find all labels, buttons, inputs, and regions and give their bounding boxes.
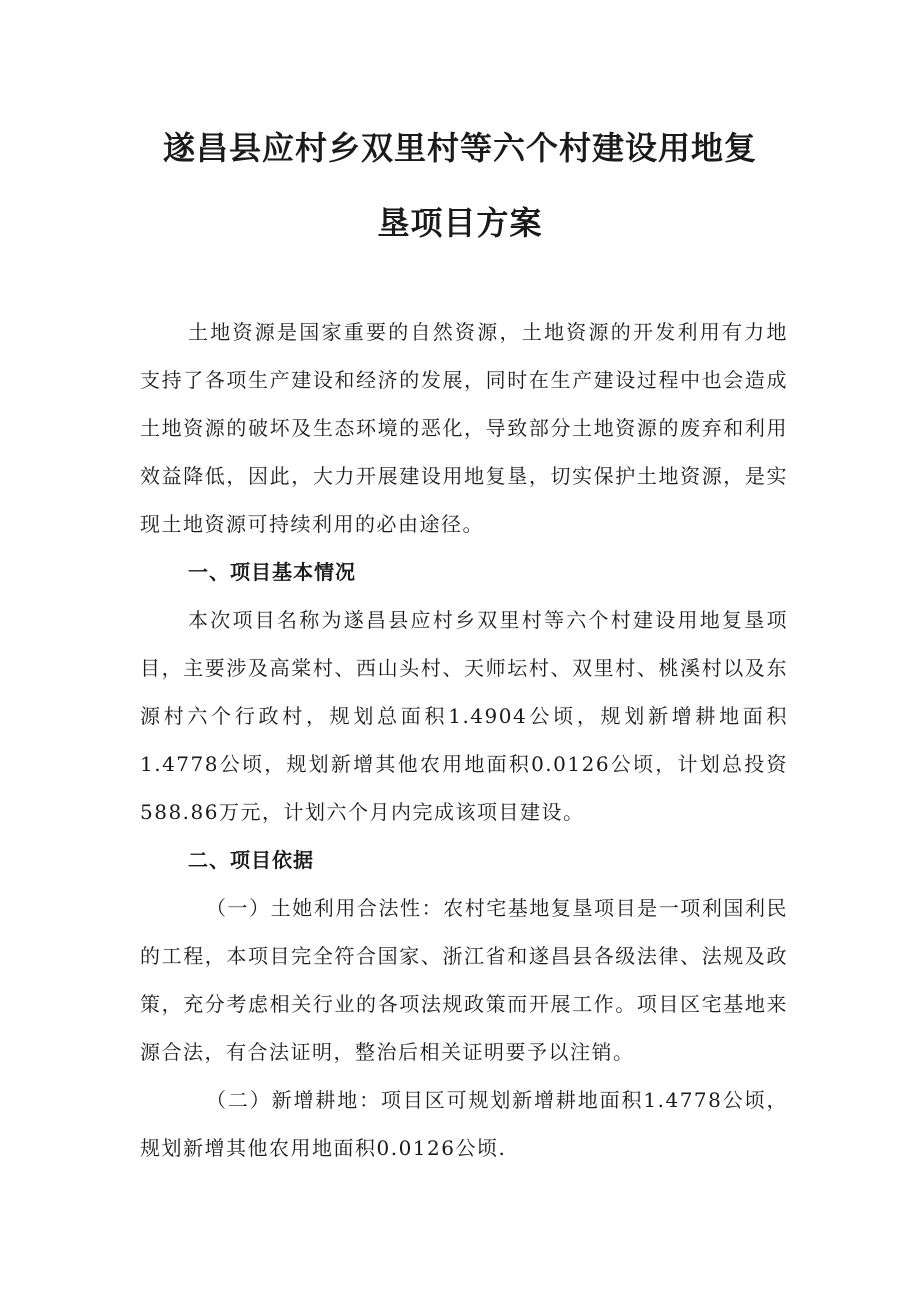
document-body — [140, 308, 788, 1172]
document-title-line-1: 遂昌县应村乡双里村等六个村建设用地复 — [162, 129, 757, 167]
document-title-line-2: 垦项目方案 — [377, 204, 543, 242]
section-1-heading: 一、项目基本情况 — [188, 560, 356, 584]
section-2-heading: 二、项目依据 — [188, 848, 314, 872]
section-2-item-1: （一）土她利用合法性：农村宅基地复垦项目是一项利国利民的工程，本项目完全符合国家、浙江省和遂昌县各级法律、法规及政策，充分考虑相关行业的各项法规政策而开展工作。项目区宅基地来源合法，有合法证明，整治后相关证明要予以注销。 — [140, 896, 788, 1064]
section-1-paragraph: 本次项目名称为遂昌县应村乡双里村等六个村建设用地复垦项目，主要涉及高棠村、西山头村、天师坛村、双里村、桃溪村以及东源村六个行政村，规划总面积1.4904公顷，规划新增耕地面积1.4778公顷，规划新增其他农用地面积0.0126公顷，计划总投资588.86万元，计划六个月内完成该项目建设。 — [140, 608, 788, 824]
section-2-item-2: （二）新增耕地：项目区可规划新增耕地面积1.4778公顷，规划新增其他农用地面积0.0126公顷. — [140, 1088, 788, 1160]
intro-paragraph: 土地资源是国家重要的自然资源，土地资源的开发利用有力地支持了各项生产建设和经济的发展，同时在生产建设过程中也会造成土地资源的破坏及生态环境的恶化，导致部分土地资源的废弃和利用效益降低，因此，大力开展建设用地复垦，切实保护土地资源，是实现土地资源可持续利用的必由途径。 — [140, 320, 788, 536]
